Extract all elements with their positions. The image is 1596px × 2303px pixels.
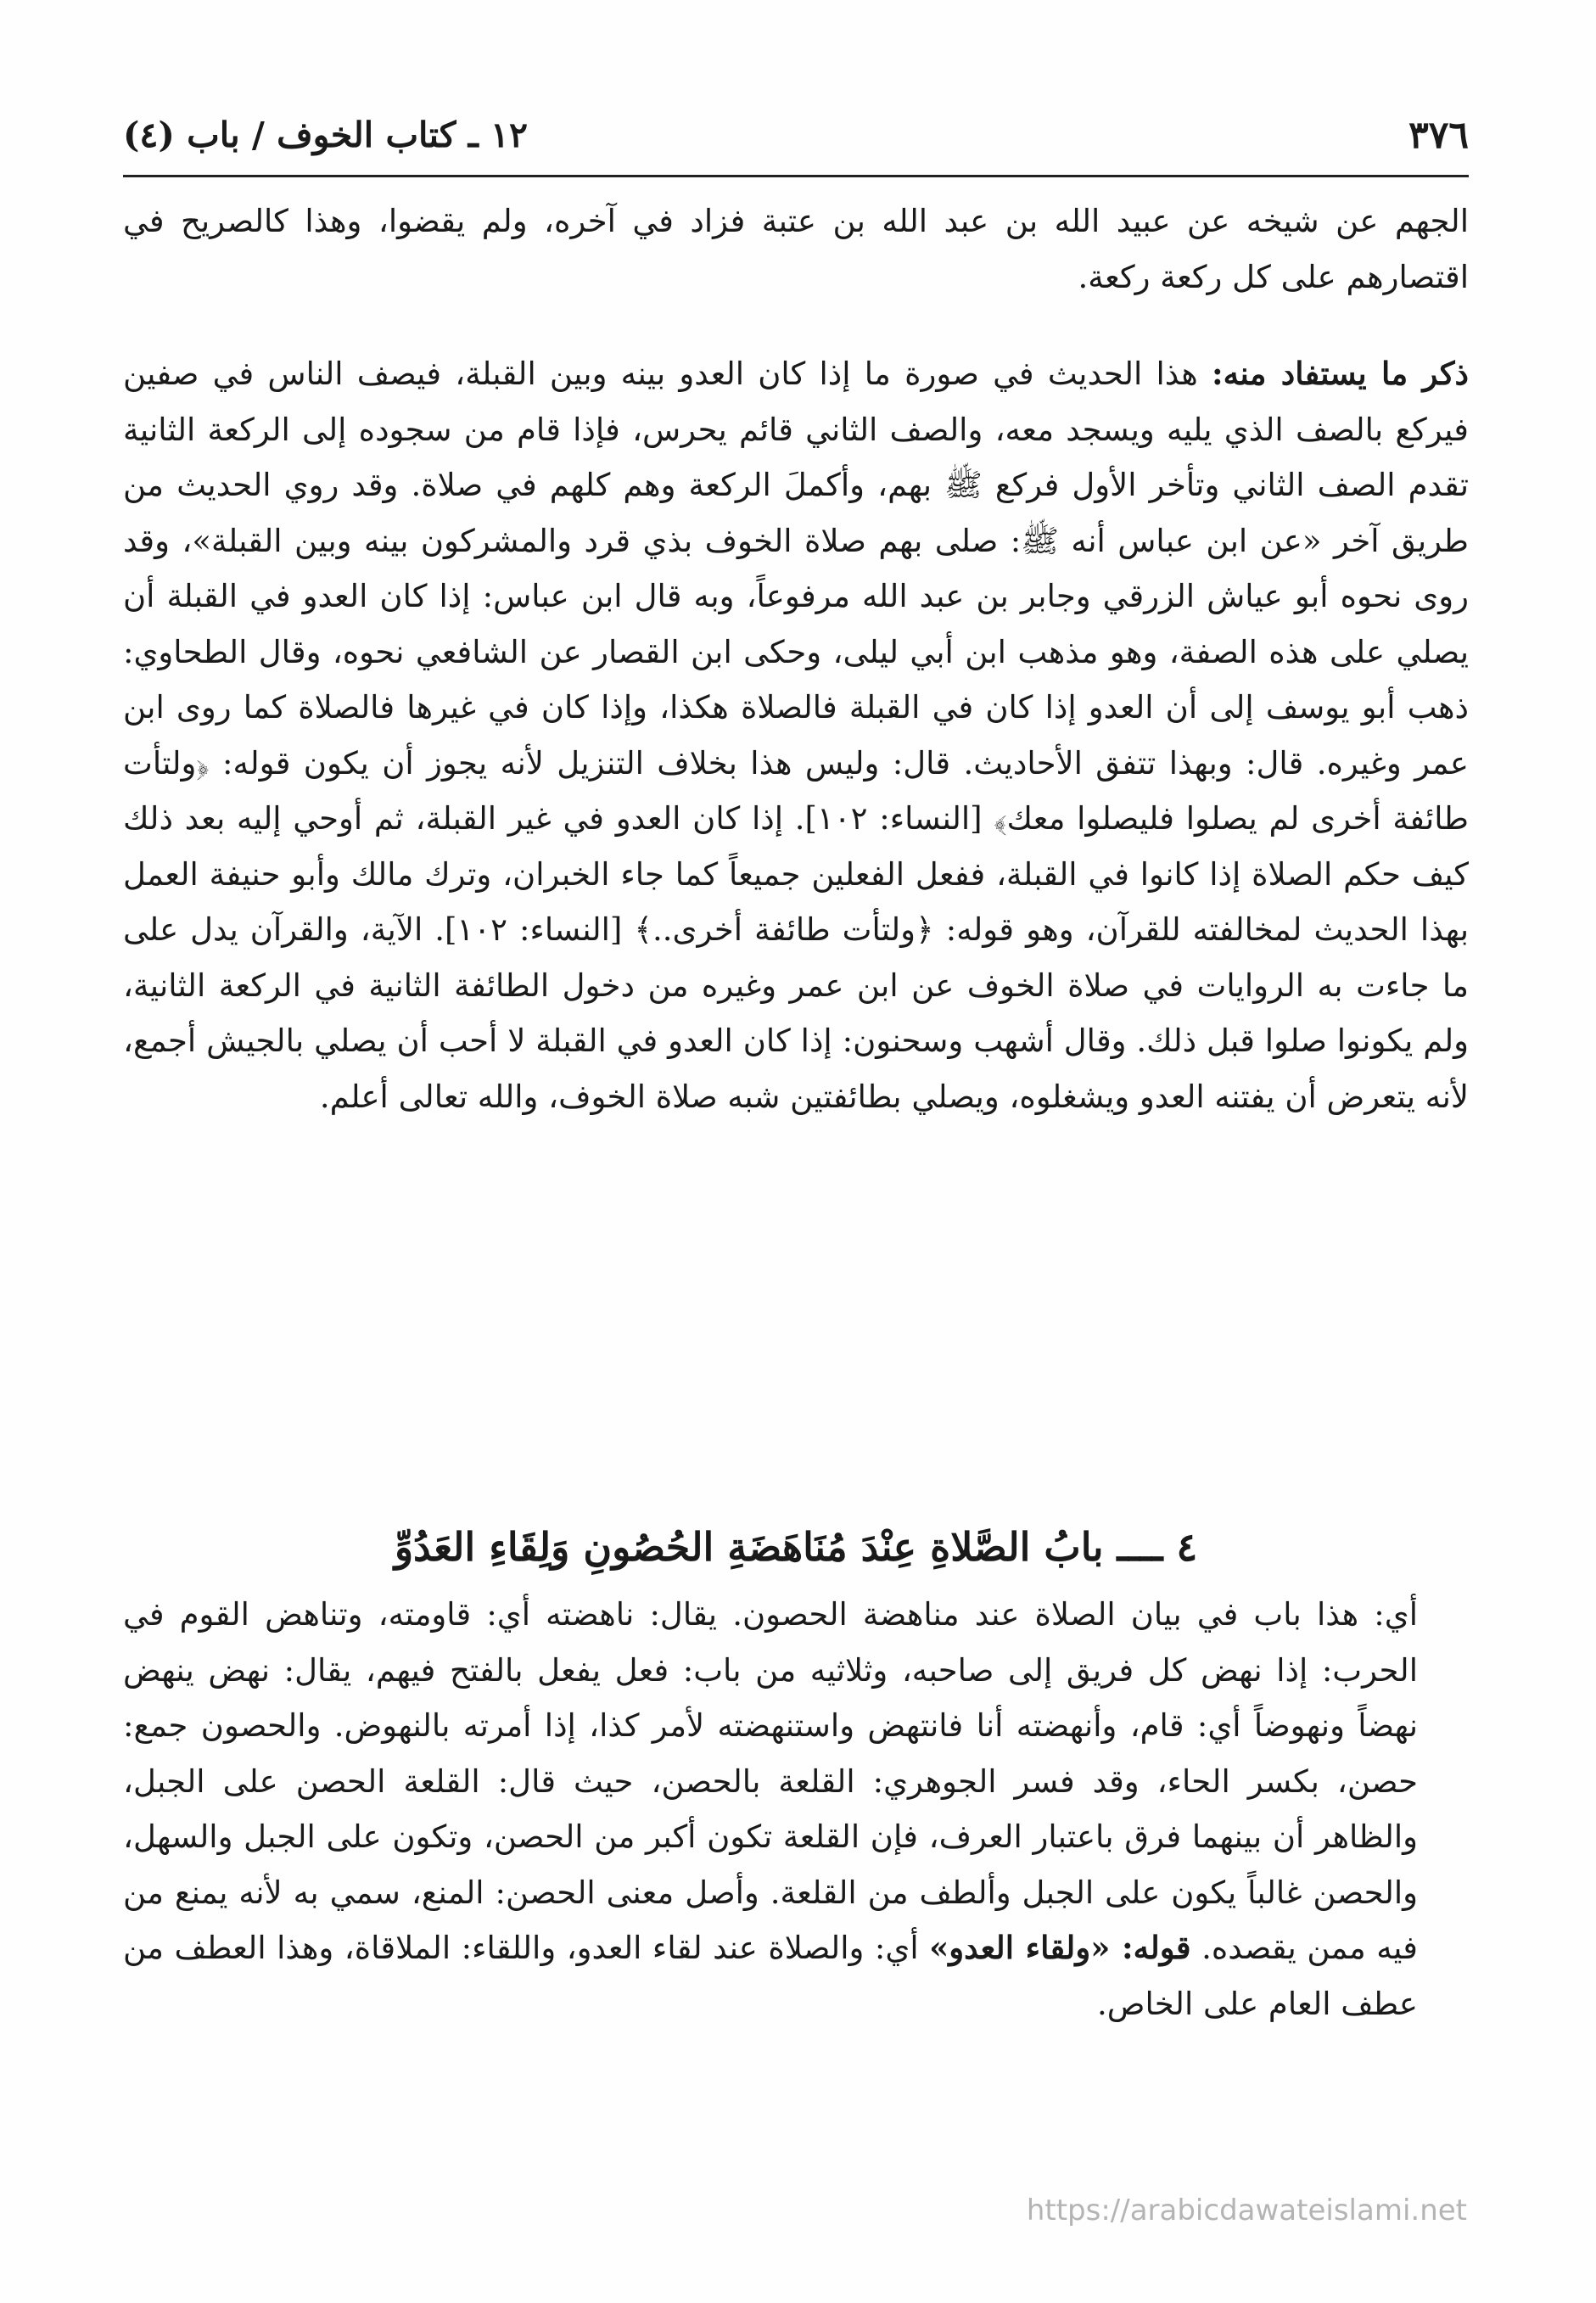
page-header [123, 100, 1469, 170]
page-number: ٣٧٦ [1408, 113, 1469, 157]
chapter-commentary [123, 1587, 1469, 2031]
header-divider [123, 175, 1469, 177]
section-lead: ذكر ما يستفاد منه: [1211, 355, 1469, 392]
running-title: ١٢ ـ كتاب الخوف / باب (٤) [123, 115, 529, 155]
paragraph-text: الجهم عن شيخه عن عبيد الله بن عبد الله بن عتبة فزاد في آخره، ولم يقضوا، وهذا كالصريح في اقتصارهم على كل ركعة ركعة. [123, 203, 1469, 295]
watermark-url: https://arabicdawateislami.net [1026, 2194, 1467, 2227]
benefits-paragraph [123, 346, 1469, 1124]
paragraph-text: هذا الحديث في صورة ما إذا كان العدو بينه وبين القبلة، فيصف الناس في صفين فيركع بالصف الذي يليه ويسجد معه، والصف الثاني قائم يحرس، فإذا قام من سجوده إلى الركعة الثانية تقدم الصف الثاني وتأخر الأول فركع ﷺ بهم، وأكملَ الركعة وهم كلهم في صلاة. وقد روي الحديث من طريق آخر «عن ابن عباس أنه ﷺ: صلى بهم صلاة الخوف بذي قرد والمشركون بينه وبين القبلة»، وقد روى نحوه أبو عياش الزرقي وجابر بن عبد الله مرفوعاً، وبه قال ابن عباس: إذا كان العدو في القبلة أن يصلي على هذه الصفة، وهو مذهب ابن أبي ليلى، وحكى ابن القصار عن الشافعي نحوه، وقال الطحاوي: ذهب أبو يوسف إلى أن العدو إذا كان في القبلة فالصلاة هكذا، وإذا كان في غيرها فالصلاة كما روى ابن عمر وغيره. قال: وبهذا تتفق الأحاديث. قال: وليس هذا بخلاف التنزيل لأنه يجوز أن يكون قوله: ﴿ولتأت طائفة أخرى لم يصلوا فليصلوا معك﴾ [النساء: ١٠٢]. إذا كان العدو في غير القبلة، ثم أوحي إليه بعد ذلك كيف حكم الصلاة إذا كانوا في القبلة، ففعل الفعلين جميعاً كما جاء الخبران، وترك مالك وأبو حنيفة العمل بهذا الحديث لمخالفته للقرآن، وهو قوله: ﴿ولتأت طائفة أخرى..﴾ [النساء: ١٠٢]. الآية، والقرآن يدل على ما جاءت به الروايات في صلاة الخوف عن ابن عمر وغيره من دخول الطائفة الثانية في الركعة الثانية، ولم يكونوا صلوا قبل ذلك. وقال أشهب وسحنون: إذا كان العدو في القبلة لا أحب أن يصلي بالجيش أجمع، لأنه يتعرض أن يفتنه العدو ويشغلوه، ويصلي بطائفتين شبه صلاة الخوف، والله تعالى أعلم. [123, 356, 1469, 1115]
paragraph [123, 1587, 1469, 2031]
paragraph-text: أي: هذا باب في بيان الصلاة عند مناهضة الحصون. يقال: ناهضته أي: قاومته، وتناهض القوم في الحرب: إذا نهض كل فريق إلى صاحبه، وثلاثيه من باب: فعل يفعل بالفتح فيهم، يقال: نهض ينهض نهضاً ونهوضاً أي: قام، وأنهضته أنا فانتهض واستنهضته لأمر كذا، إذا أمرته بالنهوض. والحصون جمع: حصن، بكسر الحاء، وقد فسر الجوهري: القلعة بالحصن، حيث قال: القلعة الحصن على الجبل، والظاهر أن بينهما فرق باعتبار العرف، فإن القلعة تكون أكبر من الحصن، وتكون على الجبل والسهل، والحصن غالباً يكون على الجبل وألطف من القلعة. وأصل معنى الحصن: المنع، سمي به لأنه يمنع من فيه ممن يقصده. [123, 1596, 1419, 1966]
chapter-heading: ٤ ــــ بابُ الصَّلاةِ عِنْدَ مُنَاهَضَةِ الحُصُونِ وَلِقَاءِ العَدُوِّ [394, 1524, 1198, 1570]
paragraph [123, 346, 1469, 1124]
continuation-paragraph [123, 193, 1469, 305]
quoted-phrase-lead: قوله: «ولقاء العدو» [929, 1929, 1191, 1966]
paragraph-text: أي: والصلاة عند لقاء العدو، واللقاء: الملاقاة، وهذا العطف من عطف العام على الخاص. [123, 1930, 1418, 2022]
